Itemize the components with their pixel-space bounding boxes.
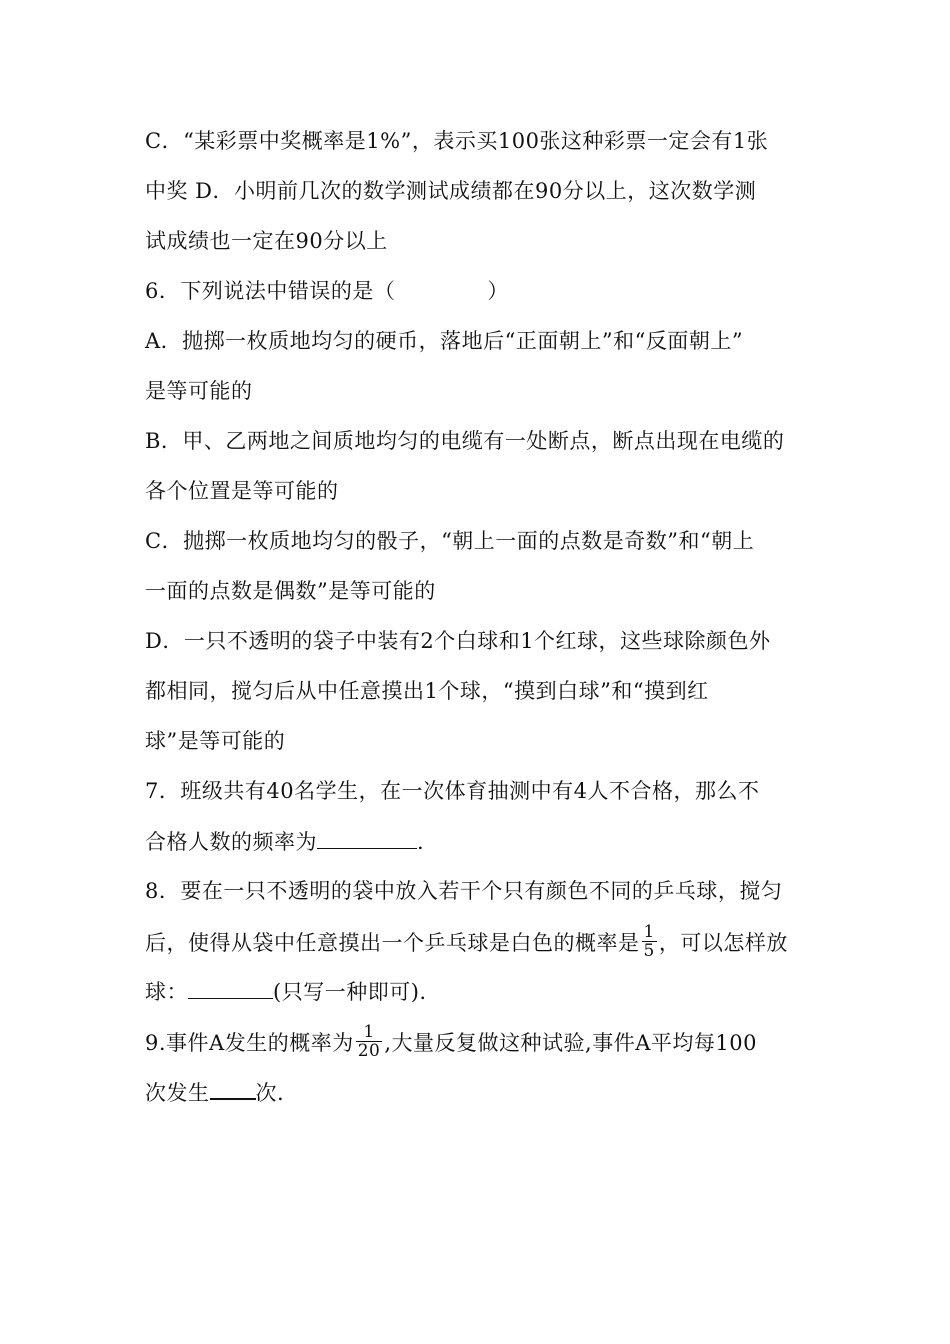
question6-stem bbox=[145, 276, 509, 306]
question8-answer-line bbox=[145, 976, 427, 1007]
question8-hint: (只写一种即可). bbox=[273, 980, 427, 1004]
fraction-numerator: 1 bbox=[643, 922, 655, 942]
question8-label: 球： bbox=[145, 980, 188, 1004]
question6-option-a: A．抛掷一枚质地均匀的硬币，落地后“正面朝上”和“反面朝上” bbox=[145, 329, 744, 353]
question9-text-cont: ,大量反复做这种试验,事件A平均每100 bbox=[384, 1031, 757, 1055]
question5-option-c: C．“某彩票中奖概率是1%”，表示买100张这种彩票一定会有1张 bbox=[145, 129, 769, 153]
question6-close-paren: ） bbox=[487, 279, 509, 303]
question8-stem: 8．要在一只不透明的袋中放入若干个只有颜色不同的乒乓球，搅匀 bbox=[145, 879, 783, 903]
question5-option-d: 中奖 D．小明前几次的数学测试成绩都在90分以上，这次数学测 bbox=[145, 179, 757, 203]
question6-option-c: C．抛掷一枚质地均匀的骰子，“朝上一面的点数是奇数”和“朝上 bbox=[145, 529, 755, 553]
question9-text2: 次发生 bbox=[145, 1081, 210, 1105]
fraction-one-twentieth bbox=[356, 1023, 383, 1060]
answer-blank-q9 bbox=[210, 1076, 256, 1100]
question9-text3: 次. bbox=[255, 1081, 285, 1105]
question8-text: 后，使得从袋中任意摸出一个乒乓球是白色的概率是 bbox=[145, 931, 640, 955]
fraction-denominator: 5 bbox=[643, 941, 655, 961]
question6-option-a-cont: 是等可能的 bbox=[145, 379, 253, 403]
question6-option-d-cont: 都相同，搅匀后从中任意摸出1个球，“摸到白球”和“摸到红 bbox=[145, 679, 709, 703]
question9-stem bbox=[145, 1022, 757, 1063]
question7-stem: 7．班级共有40名学生，在一次体育抽测中有4人不合格，那么不 bbox=[145, 779, 760, 803]
question6-option-b-cont: 各个位置是等可能的 bbox=[145, 479, 339, 503]
question7-text: 合格人数的频率为 bbox=[145, 830, 317, 854]
question9-stem-cont bbox=[145, 1076, 284, 1108]
fraction-numerator: 1 bbox=[356, 1023, 383, 1042]
answer-blank-q8 bbox=[188, 976, 273, 999]
question7-period: . bbox=[417, 830, 425, 854]
question5-option-d-cont: 试成绩也一定在90分以上 bbox=[145, 229, 388, 253]
question6-option-c-cont: 一面的点数是偶数”是等可能的 bbox=[145, 579, 436, 603]
question8-text-cont: ，可以怎样放 bbox=[658, 931, 788, 955]
fraction-denominator: 20 bbox=[357, 1041, 381, 1061]
question9-text: 9.事件A发生的概率为 bbox=[145, 1031, 354, 1055]
question6-text: 6．下列说法中错误的是（ bbox=[145, 279, 396, 303]
question6-option-d-cont2: 球”是等可能的 bbox=[145, 729, 286, 753]
question6-option-b: B．甲、乙两地之间质地均匀的电缆有一处断点，断点出现在电缆的 bbox=[145, 429, 785, 453]
answer-blank-q7 bbox=[317, 826, 417, 849]
question6-option-d: D．一只不透明的袋子中装有2个白球和1个红球，这些球除颜色外 bbox=[145, 629, 771, 653]
fraction-one-fifth bbox=[642, 923, 657, 960]
question8-stem-cont bbox=[145, 922, 788, 963]
question7-stem-cont bbox=[145, 826, 424, 857]
